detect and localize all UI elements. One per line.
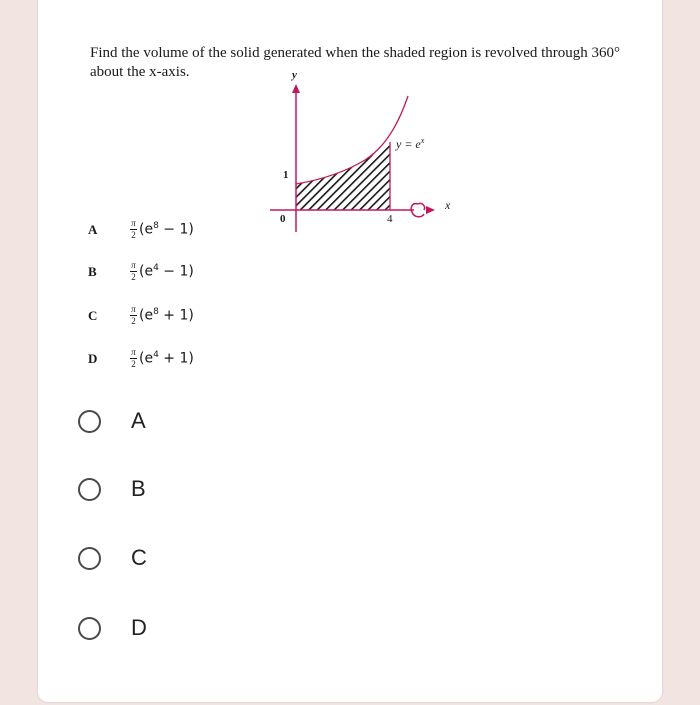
x-tick-4: 4 bbox=[387, 213, 393, 225]
option-letter: D bbox=[88, 350, 98, 366]
origin-label: 0 bbox=[280, 213, 286, 225]
question-line-2: about the x-axis. bbox=[90, 64, 190, 80]
region-graph bbox=[250, 64, 480, 244]
fraction: $\frac{\pi}{2}$ bbox=[131, 218, 136, 240]
option-letter: B bbox=[88, 263, 97, 279]
option-letter: C bbox=[88, 307, 98, 323]
answer-a[interactable] bbox=[78, 408, 146, 434]
y-axis-label: y bbox=[292, 69, 297, 81]
answer-d[interactable] bbox=[78, 615, 147, 641]
option-c bbox=[88, 305, 194, 326]
answer-label: A bbox=[131, 408, 146, 433]
option-expression: $(e^8 + 1)$ bbox=[139, 307, 194, 324]
option-a bbox=[88, 219, 194, 240]
radio-button[interactable] bbox=[78, 478, 101, 501]
y-tick-1: 1 bbox=[283, 169, 289, 181]
option-b bbox=[88, 261, 194, 282]
answer-label: B bbox=[131, 476, 146, 501]
answer-c[interactable] bbox=[78, 545, 147, 571]
option-d bbox=[88, 348, 194, 369]
option-letter: A bbox=[88, 221, 98, 237]
curve-label bbox=[395, 136, 425, 151]
fraction: $\frac{\pi}{2}$ bbox=[131, 260, 136, 282]
radio-button[interactable] bbox=[78, 410, 101, 433]
answer-b[interactable] bbox=[78, 476, 146, 502]
option-expression: $(e^4 + 1)$ bbox=[139, 350, 194, 367]
radio-button[interactable] bbox=[78, 547, 101, 570]
radio-button[interactable] bbox=[78, 617, 101, 640]
answer-label: D bbox=[131, 615, 147, 640]
answer-label: C bbox=[131, 545, 147, 570]
curve-label-base: y = e bbox=[396, 137, 421, 151]
question-line-1: Find the volume of the solid generated when the shaded region is revolved through 360° bbox=[90, 45, 621, 61]
fraction: $\frac{\pi}{2}$ bbox=[131, 347, 136, 369]
option-expression: $(e^4 - 1)$ bbox=[139, 263, 194, 280]
y-axis-arrow bbox=[292, 84, 300, 93]
curve-label-sup: x bbox=[420, 136, 425, 145]
x-axis-label: x bbox=[445, 198, 451, 212]
fraction: $\frac{\pi}{2}$ bbox=[131, 304, 136, 326]
option-expression: $(e^8 - 1)$ bbox=[139, 221, 194, 238]
